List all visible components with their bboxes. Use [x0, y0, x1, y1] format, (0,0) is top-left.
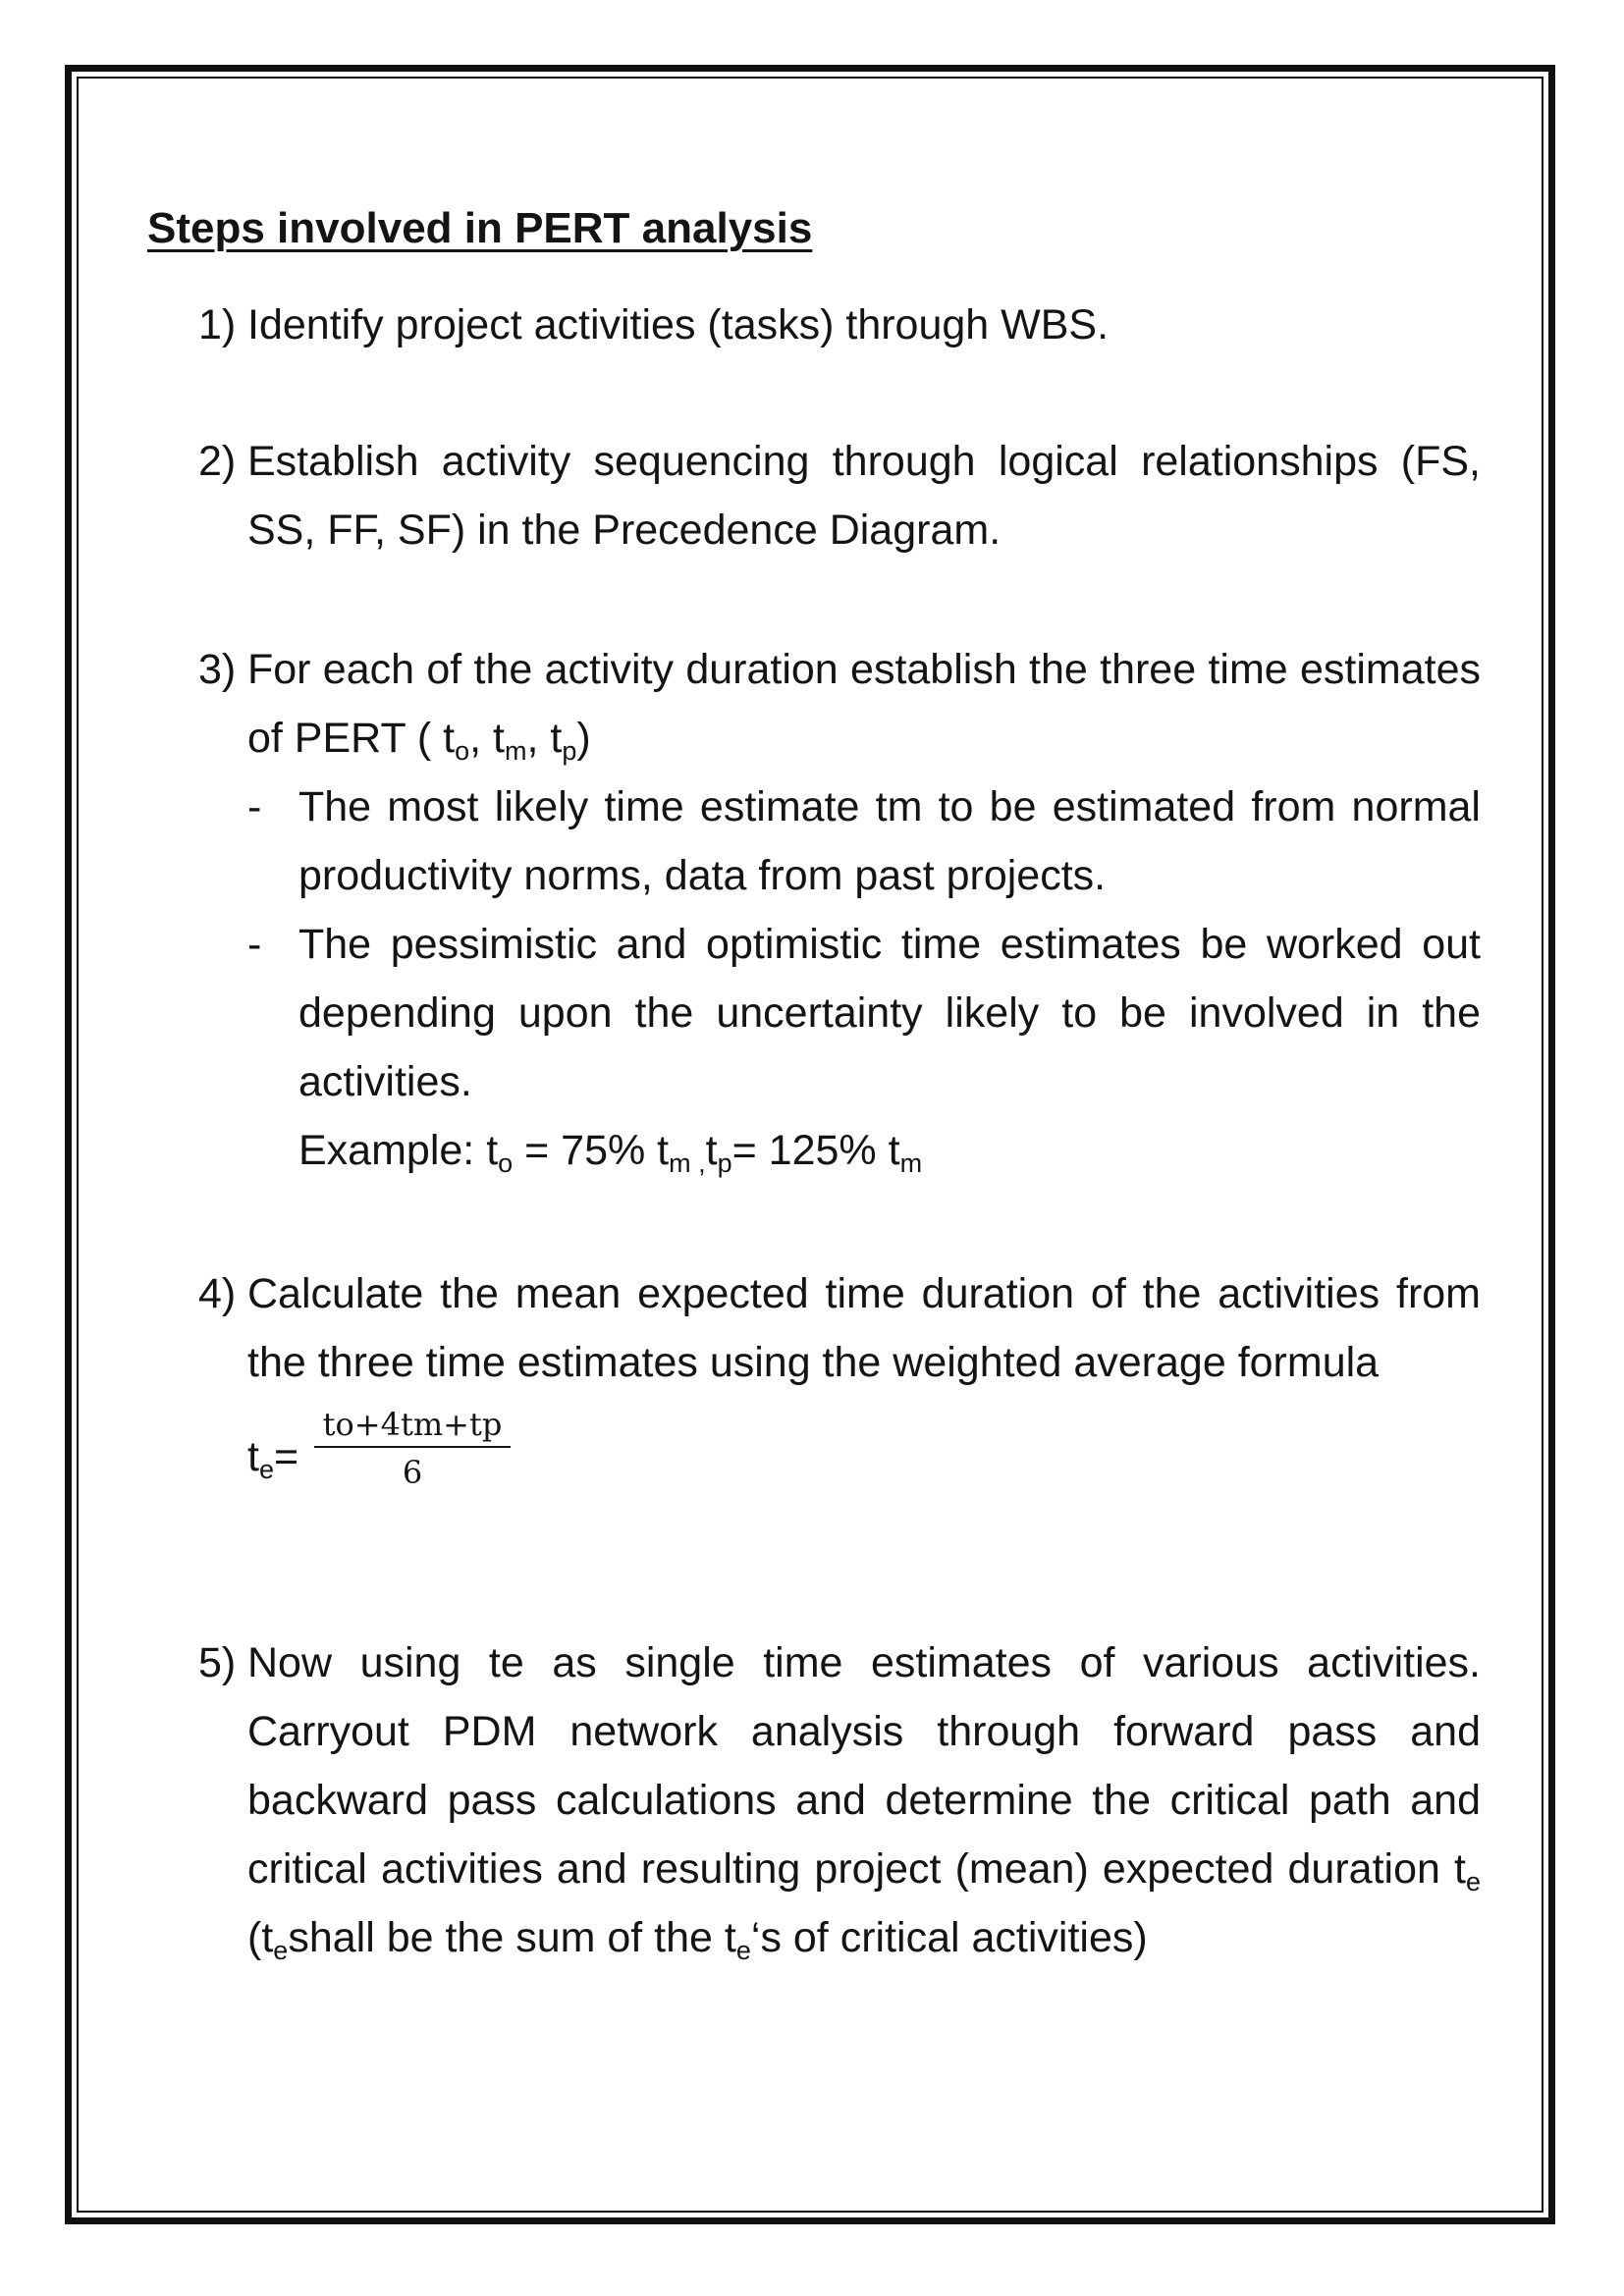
- text-run: ‘s of critical activities): [750, 1914, 1148, 1961]
- subscript: o: [498, 1148, 514, 1178]
- step-4: [198, 1259, 1481, 1509]
- step-number: 2): [198, 438, 237, 485]
- subscript: m: [504, 736, 527, 766]
- step-3: [198, 635, 1481, 1185]
- bullet-item: [247, 910, 1481, 1116]
- step-1: [198, 291, 1481, 359]
- step-number: 1): [198, 301, 237, 348]
- formula-lhs: [247, 1422, 298, 1491]
- text-run: For each of the activity duration establish the three time estimates of PERT ( t: [247, 646, 1481, 762]
- subscript: o: [455, 736, 470, 766]
- subscript: m: [899, 1148, 923, 1178]
- bullet-item: [247, 773, 1481, 910]
- subscript: e: [273, 1936, 289, 1965]
- subscript: e: [735, 1936, 751, 1965]
- step-text: [247, 1629, 1481, 1972]
- equals-sign: =: [273, 1433, 299, 1480]
- pert-formula: [247, 1403, 1481, 1509]
- text-run: shall be the sum of the t: [288, 1914, 736, 1961]
- formula-fraction: [314, 1403, 511, 1497]
- step-text: Identify project activities (tasks) through WBS.: [247, 301, 1110, 348]
- subscript: e: [258, 1455, 274, 1484]
- text-run: t: [705, 1127, 718, 1174]
- text-run: , t: [469, 715, 505, 762]
- step-text: [247, 635, 1481, 1185]
- text-run: t: [247, 1433, 259, 1480]
- step-4-text: Calculate the mean expected time duration of the activities from the three time estimates using the weighted average formula: [247, 1270, 1481, 1386]
- step-3-intro: [247, 635, 1481, 773]
- bullet-dash: -: [247, 921, 262, 968]
- example-line: [247, 1116, 1481, 1185]
- formula-numerator: to+4tm+tp: [314, 1403, 511, 1448]
- bullet-text: The pessimistic and optimistic time estimates be worked out depending upon the uncertainty likely to be involved in the activities.: [298, 921, 1481, 1105]
- subscript: p: [562, 736, 577, 766]
- step-number: 4): [198, 1270, 237, 1317]
- step-text: [247, 1259, 1481, 1509]
- step-5: [198, 1629, 1481, 1972]
- text-run: Example: t: [298, 1127, 499, 1174]
- subscript: m ,: [669, 1148, 706, 1178]
- step-text: Establish activity sequencing through logical relationships (FS, SS, FF, SF) in the Precedence Diagram.: [247, 438, 1481, 554]
- bullet-text: The most likely time estimate tm to be estimated from normal productivity norms, data from past projects.: [298, 783, 1481, 899]
- bullet-dash: -: [247, 783, 262, 830]
- text-run: = 125% t: [731, 1127, 900, 1174]
- step-2: [198, 427, 1481, 564]
- text-run: Now using te as single time estimates of various activities. Carryout PDM network analysis through forward pass and backward pass calculations and determine the critical path and critical activities and resulting project (mean) expected duration t: [247, 1639, 1481, 1893]
- page-title: Steps involved in PERT analysis: [147, 204, 813, 252]
- text-run: = 75% t: [513, 1127, 670, 1174]
- text-run: (t: [247, 1914, 274, 1961]
- step-number: 3): [198, 646, 237, 693]
- subscript: p: [717, 1148, 732, 1178]
- subscript: e: [1465, 1867, 1481, 1896]
- text-run: ): [576, 715, 591, 762]
- step-number: 5): [198, 1639, 237, 1686]
- text-run: , t: [526, 715, 563, 762]
- formula-denominator: 6: [402, 1454, 423, 1491]
